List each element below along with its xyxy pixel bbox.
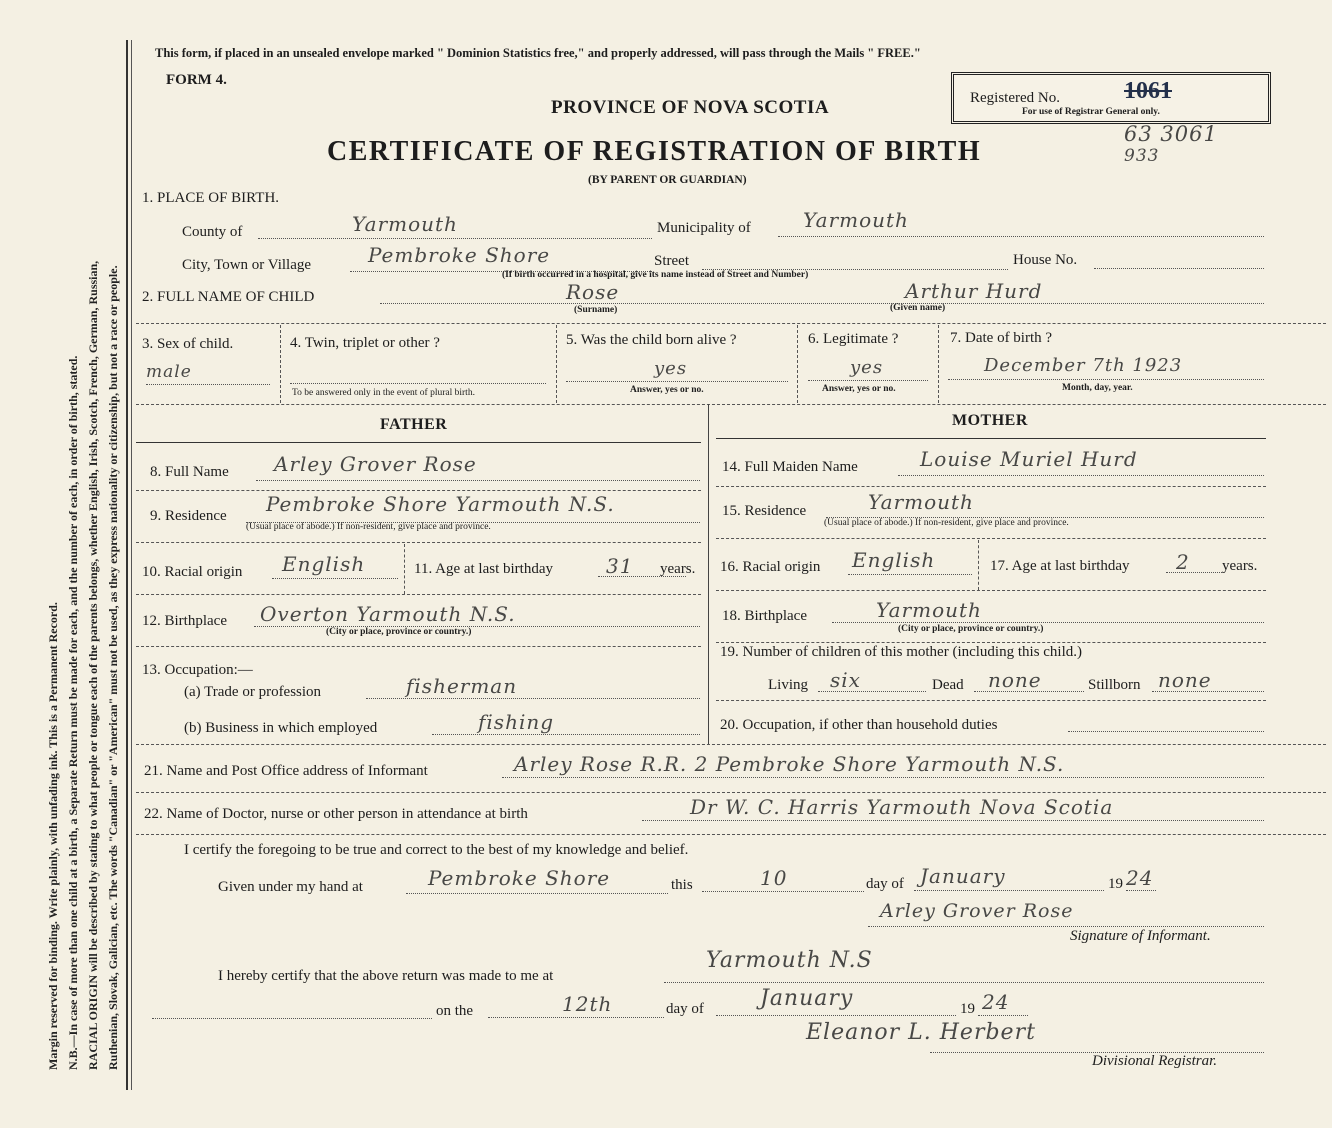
informant-signature: Arley Grover Rose bbox=[880, 900, 1074, 922]
this-label: this bbox=[671, 877, 693, 893]
certify-statement: I certify the foregoing to be true and correct to the best of my knowledge and belief. bbox=[184, 842, 689, 858]
registrar-note: For use of Registrar General only. bbox=[1022, 107, 1160, 117]
doctor-value: Dr W. C. Harris Yarmouth Nova Scotia bbox=[690, 795, 1114, 819]
mother-occupation-label: 20. Occupation, if other than household duties bbox=[720, 717, 998, 733]
house-number-label: House No. bbox=[1013, 252, 1078, 268]
place-of-birth-label: 1. PLACE OF BIRTH. bbox=[142, 190, 280, 206]
registrar-signature: Eleanor L. Herbert bbox=[806, 1020, 1036, 1045]
legitimate-label: 6. Legitimate ? bbox=[808, 331, 899, 347]
county-value: Yarmouth bbox=[352, 212, 458, 236]
margin-rule-inner bbox=[131, 40, 132, 1090]
dead-value: none bbox=[988, 668, 1042, 692]
sex-label: 3. Sex of child. bbox=[142, 336, 234, 352]
father-business-label: (b) Business in which employed bbox=[184, 720, 378, 736]
father-trade-label: (a) Trade or profession bbox=[184, 684, 322, 700]
informant-signature-caption: Signature of Informant. bbox=[1070, 928, 1211, 944]
municipality-label: Municipality of bbox=[657, 220, 751, 236]
handwritten-number-1: 63 3061 bbox=[1124, 122, 1218, 146]
father-age-unit: years. bbox=[660, 561, 696, 577]
father-birthplace-value: Overton Yarmouth N.S. bbox=[260, 602, 516, 626]
father-trade-value: fisherman bbox=[406, 674, 518, 698]
legitimate-note: Answer, yes or no. bbox=[822, 384, 896, 394]
dob-value: December 7th 1923 bbox=[984, 355, 1183, 376]
father-racial-value: English bbox=[282, 552, 366, 576]
dob-label: 7. Date of birth ? bbox=[950, 330, 1053, 346]
registrar-caption: Divisional Registrar. bbox=[1092, 1053, 1218, 1069]
given-day-of-label: day of bbox=[866, 876, 904, 892]
dead-label: Dead bbox=[932, 677, 964, 693]
father-name-label: 8. Full Name bbox=[150, 464, 229, 480]
mother-name-value: Louise Muriel Hurd bbox=[920, 447, 1138, 471]
city-label: City, Town or Village bbox=[182, 257, 312, 273]
given-under-label: Given under my hand at bbox=[218, 879, 363, 895]
mother-age-value: 2 bbox=[1176, 550, 1190, 574]
father-occupation-label: 13. Occupation:— bbox=[142, 662, 253, 678]
doctor-label: 22. Name of Doctor, nurse or other person in attendance at birth bbox=[144, 806, 528, 822]
stillborn-value: none bbox=[1158, 668, 1212, 692]
twin-note: To be answered only in the event of plural birth. bbox=[292, 388, 475, 398]
handwritten-number-2: 933 bbox=[1124, 146, 1160, 166]
given-year-value: 24 bbox=[1126, 866, 1154, 890]
given-day-value: 10 bbox=[760, 866, 788, 890]
mother-age-label: 17. Age at last birthday bbox=[990, 558, 1130, 574]
margin-note-multiple-births: N.B.—In case of more than one child at a birth, a Separate Return must be made for each, and the number of each, in order of birth, stated. bbox=[66, 355, 80, 1070]
street-label: Street bbox=[654, 253, 689, 269]
dob-note: Month, day, year. bbox=[1062, 383, 1133, 393]
mother-name-label: 14. Full Maiden Name bbox=[722, 459, 858, 475]
margin-note-nationality: Ruthenian, Slovak, Galician, etc. The words "Canadian" or "American" must not be used, as they express nationality or citizenship, but not a race or people. bbox=[106, 265, 120, 1070]
alive-value: yes bbox=[654, 358, 688, 379]
child-surname-value: Rose bbox=[566, 280, 620, 304]
province-title: PROVINCE OF NOVA SCOTIA bbox=[551, 97, 830, 118]
father-birthplace-note: (City or place, province or country.) bbox=[326, 627, 472, 637]
mother-residence-note: (Usual place of abode.) If non-resident, give place and province. bbox=[824, 518, 1069, 528]
margin-note-binding: Margin reserved for binding. Write plainly, with unfading ink. This is a Permanent Record. bbox=[46, 602, 60, 1070]
twin-label: 4. Twin, triplet or other ? bbox=[290, 335, 440, 351]
mother-children-label: 19. Number of children of this mother (including this child.) bbox=[720, 644, 1083, 660]
father-residence-value: Pembroke Shore Yarmouth N.S. bbox=[266, 492, 615, 516]
registrar-place-value: Yarmouth N.S bbox=[706, 948, 873, 973]
mother-racial-label: 16. Racial origin bbox=[720, 559, 821, 575]
father-birthplace-label: 12. Birthplace bbox=[142, 613, 227, 629]
margin-note-racial-origin: RACIAL ORIGIN will be described by stating to what people or tongue each of the parents belongs, whether English, Irish, Scotch, French, German, Russian, bbox=[86, 260, 100, 1070]
county-label: County of bbox=[182, 224, 243, 240]
father-racial-label: 10. Racial origin bbox=[142, 564, 243, 580]
registrar-on-the-label: on the bbox=[436, 1003, 474, 1019]
child-name-label: 2. FULL NAME OF CHILD bbox=[142, 289, 315, 305]
father-name-value: Arley Grover Rose bbox=[274, 452, 477, 476]
certificate-title: CERTIFICATE OF REGISTRATION OF BIRTH bbox=[327, 136, 982, 167]
alive-note: Answer, yes or no. bbox=[630, 385, 704, 395]
mother-birthplace-note: (City or place, province or country.) bbox=[898, 624, 1044, 634]
father-heading: FATHER bbox=[380, 416, 448, 433]
father-age-value: 31 bbox=[606, 554, 634, 578]
registered-number-box bbox=[951, 72, 1271, 124]
mother-residence-value: Yarmouth bbox=[868, 490, 974, 514]
legitimate-value: yes bbox=[850, 357, 884, 378]
mother-birthplace-value: Yarmouth bbox=[876, 598, 982, 622]
mother-residence-label: 15. Residence bbox=[722, 503, 807, 519]
registrar-year-prefix: 19 bbox=[960, 1001, 975, 1017]
sex-value: male bbox=[146, 362, 192, 382]
registrar-day-of-label: day of bbox=[666, 1001, 704, 1017]
father-business-value: fishing bbox=[478, 710, 555, 734]
given-month-value: January bbox=[920, 864, 1006, 888]
registered-label: Registered No. bbox=[970, 90, 1060, 106]
given-name-caption: (Given name) bbox=[890, 303, 946, 313]
municipality-value: Yarmouth bbox=[803, 208, 909, 232]
surname-caption: (Surname) bbox=[574, 305, 618, 315]
registered-number: 1061 bbox=[1124, 78, 1172, 104]
mother-birthplace-label: 18. Birthplace bbox=[722, 608, 807, 624]
given-year-prefix: 19 bbox=[1108, 876, 1123, 892]
mail-notice: This form, if placed in an unsealed envelope marked " Dominion Statistics free," and properly addressed, will pass through the Mails " FREE." bbox=[155, 46, 921, 60]
registrar-month-value: January bbox=[760, 986, 854, 1011]
mother-age-unit: years. bbox=[1222, 558, 1258, 574]
registrar-statement: I hereby certify that the above return was made to me at bbox=[218, 968, 554, 984]
registrar-year-value: 24 bbox=[982, 990, 1010, 1014]
father-residence-note: (Usual place of abode.) If non-resident, give place and province. bbox=[246, 522, 491, 532]
mother-heading: MOTHER bbox=[952, 412, 1028, 429]
father-age-label: 11. Age at last birthday bbox=[414, 561, 553, 577]
father-residence-label: 9. Residence bbox=[150, 508, 227, 524]
living-value: six bbox=[830, 668, 861, 692]
given-place-value: Pembroke Shore bbox=[428, 866, 611, 890]
city-value: Pembroke Shore bbox=[368, 243, 551, 267]
informant-label: 21. Name and Post Office address of Informant bbox=[144, 763, 428, 779]
mother-racial-value: English bbox=[852, 548, 936, 572]
alive-label: 5. Was the child born alive ? bbox=[566, 332, 737, 348]
form-number: FORM 4. bbox=[166, 72, 227, 88]
registrar-day-value: 12th bbox=[562, 992, 613, 1016]
informant-value: Arley Rose R.R. 2 Pembroke Shore Yarmouth N.S. bbox=[514, 752, 1065, 776]
stillborn-label: Stillborn bbox=[1088, 677, 1141, 693]
margin-rule bbox=[126, 40, 128, 1090]
certificate-subtitle: (BY PARENT OR GUARDIAN) bbox=[588, 174, 747, 186]
hospital-note: (If birth occurred in a hospital, give its name instead of Street and Number) bbox=[502, 270, 809, 280]
child-given-value: Arthur Hurd bbox=[905, 279, 1043, 303]
living-label: Living bbox=[768, 677, 808, 693]
